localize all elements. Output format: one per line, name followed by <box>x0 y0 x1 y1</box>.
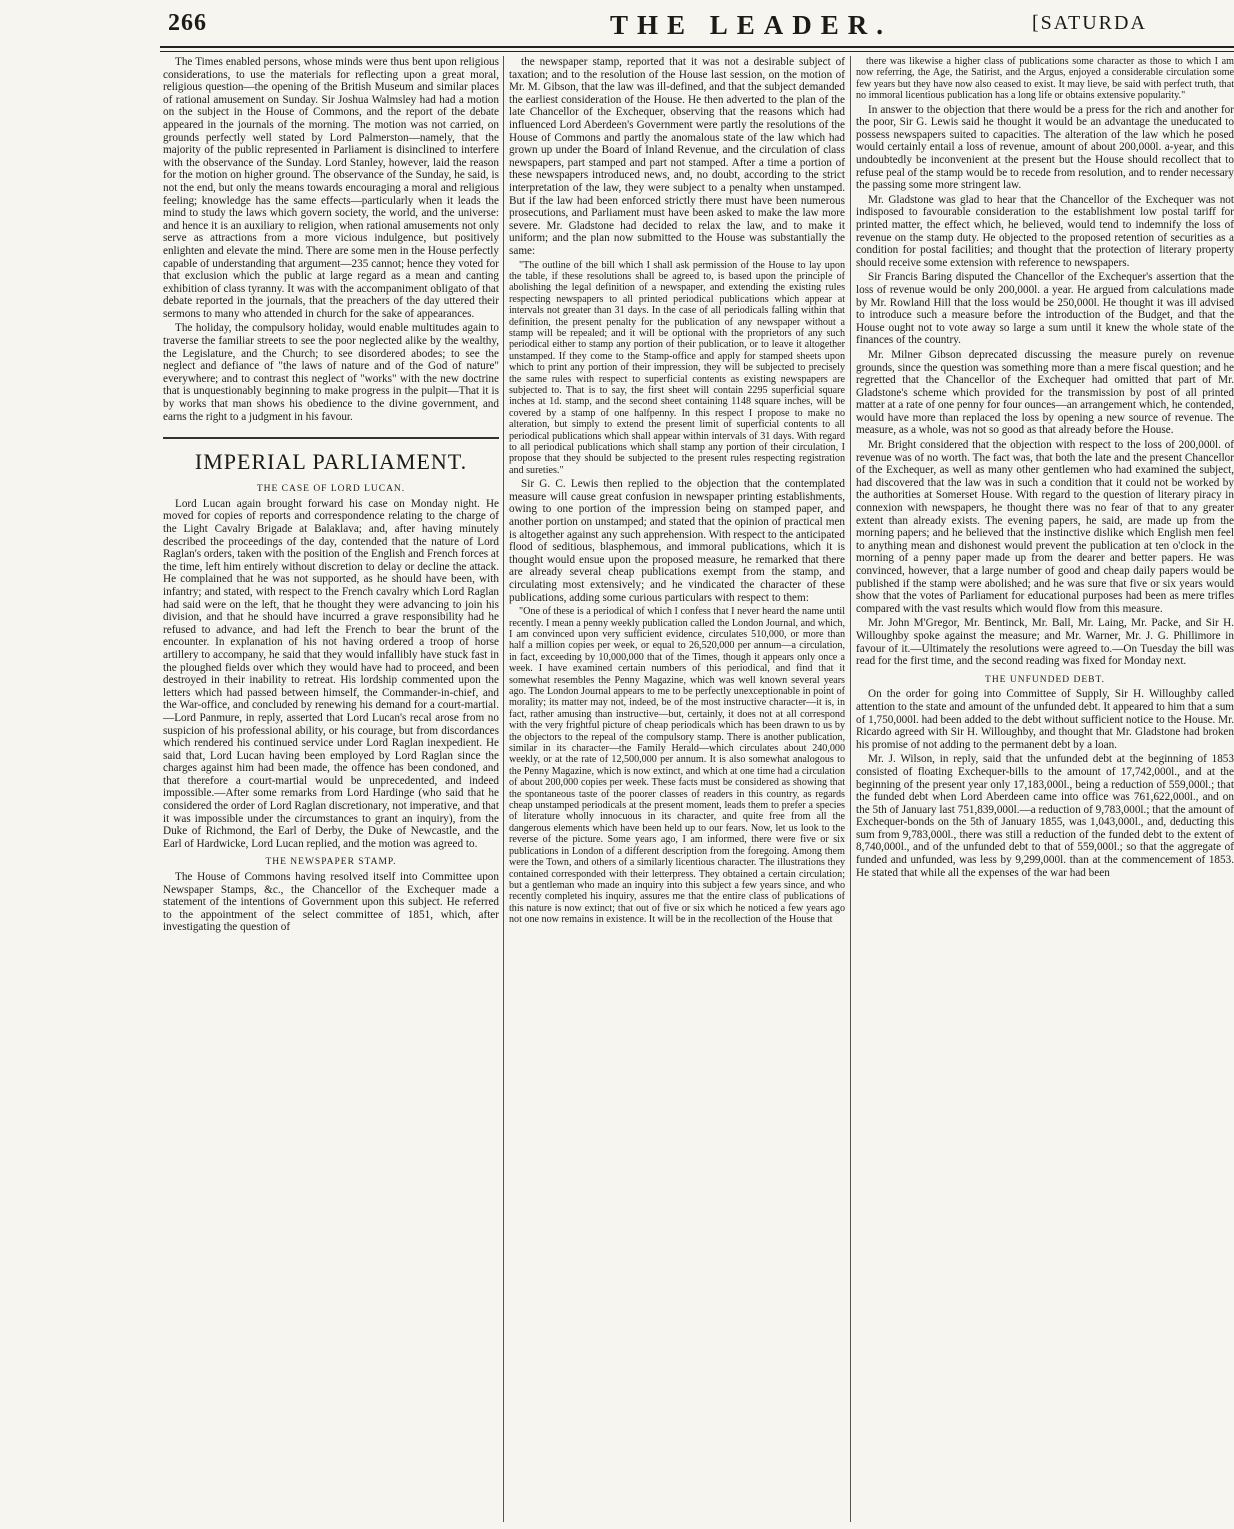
article-paragraph: Sir G. C. Lewis then replied to the objection that the contemplated measure will cause great confusion in newspaper printing establishments, owing to one portion of the impression being on stamped paper, and another portion on unstamped; and stated that the opinion of practical men is altogether against any such apprehension. With respect to the anticipated flood of seditious, blasphemous, and immoral publications, which it is thought would ensue upon the proposed measure, he remarked that there are already several cheap publications exempt from the stamp, and circulating most extensively; and he vindicated the character of these publications, adding some curious particulars with respect to them: <box>509 478 845 604</box>
page-number: 266 <box>168 10 207 36</box>
article-paragraph: Lord Lucan again brought forward his case on Monday night. He moved for copies of reports and correspondence relating to the charge of the Light Cavalry Brigade at Balaklava; and, after having minutely described the proceedings of the day, contended that the nature of Lord Raglan's orders, taken with the position of the English and French forces at the time, left him entirely without discretion to delay or decline the attack. He complained that he was not supported, as he should have been, with infantry; and stated, with respect to the French cavalry which Lord Raglan had said were on the left, that he thought they were advancing to join his division, and that he should have incurred a grave responsibility had he refused to advance, and had left the French to bear the brunt of the encounter. In explanation of his not having ordered a troop of horse artillery to accompany, he said that they would infallibly have stuck fast in the ploughed fields over which they would have had to proceed, and been destroyed in their inability to retreat. His lordship commented upon the letters which had passed between himself, the Commander-in-chief, and the War-office, and concluded by renewing his demand for a court-martial.—Lord Panmure, in reply, asserted that Lord Lucan's recal arose from no suspicion of his professional ability, or his courage, but from discordances which rendered his continued service under Lord Raglan inexpedient. He said that, Lord Lucan having been employed by Lord Raglan since the charges against him had been made, the offence has been condoned, and that therefore a court-martial would be unprecedented, and indeed impossible.—After some remarks from Lord Hardinge (who said that he considered the order of Lord Raglan discretionary, not imperative, and that it was impossible under the circumstances to grant an inquiry), from the Duke of Richmond, the Earl of Derby, the Duke of Newcastle, and the Earl of Hardwicke, Lord Lucan replied, and the motion was agreed to. <box>163 497 499 850</box>
article-paragraph: Mr. J. Wilson, in reply, said that the unfunded debt at the beginning of 1853 consisted of floating Exchequer-bills to the amount of 17,742,000l., and at the beginning of the present year only 17,183,000l., being a reduction of 559,000l.; that the funded debt when Lord Aberdeen came into office was 761,622,000l., and on the 5th of January last 751,839,000l.—a reduction of 9,783,000l.; that the amount of Exchequer-bonds on the 5th of January 1855, was 1,043,000l., and, deducting this sum from 9,783,000l., there was still a reduction of the funded debt to the extent of 8,740,000l., and of the unfunded debt to that of 559,000l.; so that the aggregate of funded and unfunded, was less by 9,299,000l. than at the commencement of 1853. He stated that while all the expenses of the war had been <box>856 753 1234 879</box>
sub-heading: THE UNFUNDED DEBT. <box>985 674 1105 685</box>
article-paragraph: On the order for going into Committee of Supply, Sir H. Willoughby called attention to the state and amount of the unfunded debt. It appeared to him that a sum of 1,750,000l. had been added to the debt without sufficient notice to the House. Mr. Ricardo agreed with Sir H. Willoughby, and thought that Mr. Gladstone had broken his promise of not adding to the permanent debt by a loan. <box>856 688 1234 751</box>
article-paragraph: The holiday, the compulsory holiday, would enable multitudes again to traverse the familiar streets to see the poor neglected alike by the wealthy, the Legislature, and the Church; to see disordered abodes; to see the neglect and defiance of "the laws of nature and of the God of nature" everywhere; and to contrast this neglect of "works" with the new doctrine that is unquestionably beginning to make progress in the pulpit—That it is by works that man shows his obedience to the divine government, and earns the right to a judgment in his favour. <box>163 322 499 423</box>
article-paragraph: the newspaper stamp, reported that it was not a desirable subject of taxation; and to the resolution of the House last session, on the motion of Mr. M. Gibson, that the law was ill-defined, and that the subject demanded the earliest consideration of the House. He then adverted to the plan of the late Chancellor of the Exchequer, observing that the reasons which had influenced Lord Aberdeen's Government were partly the resolutions of the House of Commons and partly the anomalous state of the law which had grown up under the Board of Inland Revenue, and the circulation of class newspapers, part stamped and part not stamped. After a time a portion of these newspapers introduced news, and, no doubt, according to the strict interpretation of the law, they were subject to a penalty when unstamped. But if the law had been enforced strictly there must have been numerous prosecutions, and Parliament must have been asked to make the law more severe. Mr. Gladstone had decided to relax the law, and to make it uniform; and the plan now submitted to the House was substantially the same: <box>509 56 845 257</box>
column-divider <box>503 56 504 1522</box>
column-divider <box>850 56 851 1522</box>
sub-heading: THE CASE OF LORD LUCAN. <box>256 484 406 495</box>
column-3 <box>856 56 1234 1522</box>
article-paragraph: The Times enabled persons, whose minds were thus bent upon religious considerations, to use the materials for reflecting upon a great moral, religious question—the opening of the British Museum and similar places of rational amusement on Sunday. Sir Joshua Walmsley had had a motion on the subject in the House of Commons, and the report of the debate appeared in the journals of the morning. The motion was not carried, on grounds perfectly well stated by Lord Palmerston—namely, that the majority of the public represented in Parliament is disinclined to interfere with the observance of the Sunday. Lord Stanley, however, laid the reason for the motion on higher ground. The observance of the Sunday, he said, is not the end, but only the means towards encouraging a moral and religious feeling; knowledge has the same effects—particularly when it leads the mind to study the laws which govern society, the world, and the universe: and hence it is an auxiliary to religion, when rational amusements not only serve as attractions from a more vicious indulgence, but positively enlighten and elevate the mind. There are some men in the House perfectly capable of understanding that argument—235 cannot; hence they voted for that exclusion which the public at large regard as a mean and canting exhibition of class tyranny. It was with the accompaniment obligato of that debate reported in the journals, that the preachers of the day uttered their sermons to many who attended in church for the sake of appearances. <box>163 56 499 320</box>
article-paragraph: Mr. Gladstone was glad to hear that the Chancellor of the Exchequer was not indisposed to favourable consideration to the establishment low postal tariff for printed matter, the effect which, he believed, would tend to indemnify the loss of revenue on the stamp duty. He objected to the proposed retention of securities as a condition for postal facilities; and thought that the protection of literary property should receive some extension with reference to newspapers. <box>856 193 1234 269</box>
article-columns <box>160 56 1234 1522</box>
article-paragraph: Mr. Milner Gibson deprecated discussing the measure purely on revenue grounds, since the question was something more than a mere fiscal question; and he regretted that the Chancellor of the Exchequer had omitted that part of Mr. Gladstone's scheme which provided for the transmission by post of all printed matter at a rate of one penny for four ounces—an arrangement which, he contended, would have more than replaced the loss by opening a new source of revenue. The measure, as a whole, was not so good as that already before the House. <box>856 348 1234 437</box>
masthead <box>160 10 1234 50</box>
sub-heading: THE NEWSPAPER STAMP. <box>265 857 397 868</box>
quoted-passage: "One of these is a periodical of which I confess that I never heard the name until recently. I mean a penny weekly publication called the London Journal, and which, I am convinced upon very sufficient evidence, circulates 510,000, or more than half a million copies per week, or equal to 26,520,000 per annum—a circulation, in fact, exceeding by 10,000,000 that of the Times, though it appears only once a week. I have examined certain numbers of this periodical, and find that it somewhat resembles the Penny Magazine, which was well known several years ago. The London Journal appears to me to be perfectly unexceptionable in point of morality; its matter may not, indeed, be of the most instructive character—it is, in fact, rather amusing than instructive—but, certainly, it does not at all correspond with the very frightful picture of cheap periodicals which has been drawn to us by the objectors to the repeal of the compulsory stamp. There is another publication, similar in its character—the Family Herald—which circulates about 240,000 weekly, or at the rate of 12,500,000 per annum. It is also somewhat analogous to the Penny Magazine, which is now extinct, and which at one time had a circulation of about 200,000 copies per week. These facts must be considered as showing that the spontaneous taste of the poorer classes of readers in this country, as regards cheap unstamped periodicals at the present moment, leads them to prefer a species of literature wholly innocuous in its character, and quite free from all the dangerous elements which have been held up to our fears. Now, let us look to the reverse of the picture. Some years ago, I am informed, there were five or six publications in London of a different description from the foregoing. Among them were the Town, and others of a similarly licentious character. The illustrations they contained corresponded with their letterpress. They obtained a certain circulation; but a gentleman who made an inquiry into this subject a few years since, and who recently completed his inquiry, assures me that the entire class of publications of this nature is now extinct; that out of five or six which he noticed a few years ago not one now remains in existence. It will be in the recollection of the House that <box>509 606 845 926</box>
masthead-rule-thin <box>160 51 1234 52</box>
column-2 <box>509 56 845 1522</box>
date-fragment: [SATURDA <box>1032 12 1147 34</box>
newspaper-title: THE LEADER. <box>610 10 893 40</box>
section-heading: IMPERIAL PARLIAMENT. <box>163 437 499 475</box>
article-paragraph: Mr. Bright considered that the objection with respect to the loss of 200,000l. of revenue was of no worth. The fact was, that both the late and the present Chancellor of the Exchequer, as well as many other gentlemen who had examined the subject, had discovered that the law was in such a condition that it could not be worked by the authorities at Somerset House. With regard to the question of literary piracy in connexion with newspapers, he thought there was no fear of that to any greater extent than already exists. The evening papers, he said, are made up from the morning papers; and he believed that the instinctive dislike which English men feel to anything mean and dishonest would prevent the publication at ten o'clock in the morning of a penny paper made up from the dearer and better papers. He was convinced, however, that a large number of good and cheap daily papers would be published if the stamp were abolished; and he was sure that five or six years would show that the votes of Parliament for educational purposes had been as mere trifles compared with the vast results which would flow from this measure. <box>856 439 1234 615</box>
masthead-rule <box>160 46 1234 48</box>
column-1 <box>163 56 499 1522</box>
article-paragraph: The House of Commons having resolved itself into Committee upon Newspaper Stamps, &c., the Chancellor of the Exchequer made a statement of the intentions of Government upon this subject. He referred to the appointment of the select committee of 1851, which, after investigating the question of <box>163 871 499 934</box>
quoted-passage: there was likewise a higher class of publications some character as those to which I am now referring, the Age, the Satirist, and the Argus, enjoyed a considerable circulation some few years but they have now also ceased to exist. It may lieve, be said with perfect truth, that no immoral licentious publication has a long life or obtains extensive popularity." <box>856 56 1234 102</box>
article-paragraph: Mr. John M'Gregor, Mr. Bentinck, Mr. Ball, Mr. Laing, Mr. Packe, and Sir H. Willoughby spoke against the measure; and Mr. Warner, Mr. J. G. Phillimore in favour of it.—Ultimately the resolutions were agreed to.—On Tuesday the bill was read for the first time, and the second reading was fixed for Monday next. <box>856 617 1234 668</box>
quoted-passage: "The outline of the bill which I shall ask permission of the House to lay upon the table, if these resolutions shall be agreed to, is based upon the principle of abolishing the legal definition of a newspaper, and extending the existing rules respecting newspapers to all printed periodical publications which appear at intervals not greater than 31 days. In the case of all periodicals falling within that definition, the present penalty for the publication of any newspaper without a stamp will be repealed; and it will be optional with the proprietors of any such periodical either to stamp any portion of their publication, or to leave it altogether unstamped. If they come to the Stamp-office and apply for stamped sheets upon which to print any portion of their impression, they will be subjected to precisely the same rules with respect to superficial contents as existing newspapers are subjected to. That is to say, the first sheet will contain 2295 superficial square inches at 1d. stamp, and the second sheet containing 1148 square inches, will be covered by a stamp of one halfpenny. In this respect I propose to make no alteration, but simply to extend the present limit of superficial contents to all periodical publications which shall appear within intervals of 31 days. With regard to all periodical publications which shall stamp any portion of their circulation, I propose that they should be subjected to the present rules respecting registration and sureties." <box>509 259 845 476</box>
article-paragraph: Sir Francis Baring disputed the Chancellor of the Exchequer's assertion that the loss of revenue would be only 200,000l. a year. He argued from calculations made by Mr. Rowland Hill that the loss would be 250,000l. He thought it was ill advised to introduce such a measure before the introduction of the Budget, and that the House ought not to vote away so large a sum until it knew the whole state of the finances of the country. <box>856 271 1234 347</box>
article-paragraph: In answer to the objection that there would be a press for the rich and another for the poor, Sir G. Lewis said he thought it would be an advantage the uneducated to possess newspapers suited to capacities. The alteration of the law which he posed would certainly entail a loss of revenue, amount of about 200,000l. a-year, and this undoubtedly be inconvenient at the present but the House should recollect that to refuse peal of the stamp would be to recede from resolution, and to render necessary the passing some more stringent law. <box>856 103 1234 192</box>
